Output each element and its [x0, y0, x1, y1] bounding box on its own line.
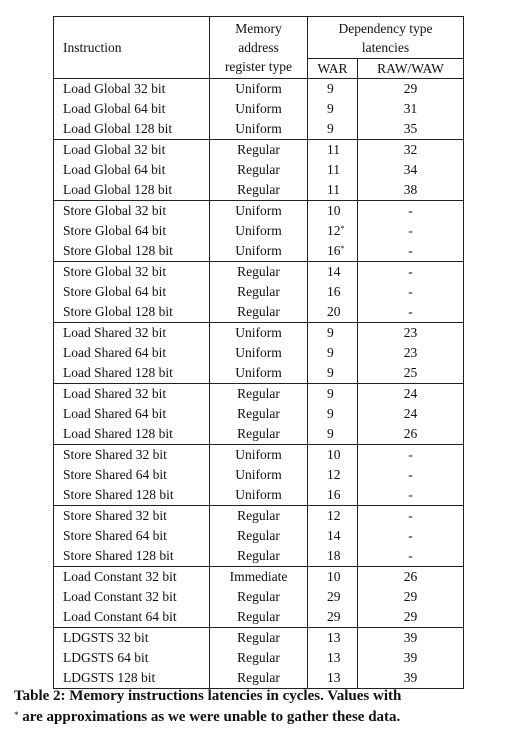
table-body: [54, 79, 464, 689]
cell-instruction: Load Global 32 bit: [54, 79, 210, 100]
cell-war-value: 10: [327, 203, 341, 218]
cell-war: [308, 140, 358, 161]
cell-raw-waw: 29: [358, 607, 464, 628]
cell-register-type: Regular: [210, 424, 308, 445]
cell-raw-waw: -: [358, 546, 464, 567]
cell-instruction: Load Shared 128 bit: [54, 363, 210, 384]
table-row: [54, 221, 464, 241]
latency-table: [53, 16, 464, 689]
table-row: [54, 363, 464, 384]
header-memory-address-register-type: [210, 17, 308, 79]
cell-instruction: LDGSTS 64 bit: [54, 648, 210, 668]
cell-war: [308, 221, 358, 241]
caption-asterisk: *: [14, 710, 19, 720]
cell-raw-waw: 25: [358, 363, 464, 384]
cell-raw-waw: 39: [358, 628, 464, 649]
cell-instruction: Store Shared 32 bit: [54, 506, 210, 527]
cell-war-value: 9: [327, 345, 334, 360]
cell-instruction: LDGSTS 128 bit: [54, 668, 210, 689]
cell-war-value: 14: [327, 264, 341, 279]
cell-instruction: Store Global 64 bit: [54, 282, 210, 302]
cell-war: [308, 201, 358, 222]
header-war: WAR: [308, 59, 358, 79]
table-row: [54, 628, 464, 649]
cell-raw-waw: -: [358, 485, 464, 506]
table-row: [54, 140, 464, 161]
header-dependency-line-1: Dependency type: [338, 20, 433, 36]
cell-war: [308, 506, 358, 527]
cell-war: [308, 546, 358, 567]
cell-instruction: Load Global 64 bit: [54, 160, 210, 180]
cell-instruction: Store Shared 64 bit: [54, 526, 210, 546]
cell-raw-waw: 24: [358, 384, 464, 405]
cell-war: [308, 241, 358, 262]
cell-war: [308, 363, 358, 384]
approximation-mark: *: [340, 244, 345, 253]
cell-instruction: Store Global 128 bit: [54, 302, 210, 323]
cell-instruction: Load Shared 32 bit: [54, 384, 210, 405]
table-header: [54, 17, 464, 79]
table-row: [54, 282, 464, 302]
cell-war: [308, 485, 358, 506]
cell-instruction: Store Global 32 bit: [54, 262, 210, 283]
cell-war-value: 29: [327, 589, 341, 604]
table-row: [54, 546, 464, 567]
cell-register-type: Uniform: [210, 119, 308, 140]
cell-war-value: 13: [327, 670, 341, 685]
cell-war-value: 14: [327, 528, 341, 543]
cell-register-type: Regular: [210, 546, 308, 567]
table-row: [54, 648, 464, 668]
cell-raw-waw: 31: [358, 99, 464, 119]
cell-war: [308, 119, 358, 140]
header-raw-waw: RAW/WAW: [358, 59, 464, 79]
cell-war: [308, 628, 358, 649]
table-row: [54, 526, 464, 546]
cell-raw-waw: 39: [358, 648, 464, 668]
cell-war: [308, 343, 358, 363]
cell-war-value: 10: [327, 447, 341, 462]
cell-war: [308, 79, 358, 100]
cell-war-value: 9: [327, 101, 334, 116]
cell-register-type: Regular: [210, 587, 308, 607]
cell-war-value: 11: [327, 162, 340, 177]
header-instruction: Instruction: [54, 17, 210, 79]
cell-instruction: Store Shared 64 bit: [54, 465, 210, 485]
table-row: [54, 343, 464, 363]
cell-register-type: Uniform: [210, 201, 308, 222]
cell-instruction: Load Global 128 bit: [54, 180, 210, 201]
cell-war-value: 12: [327, 508, 341, 523]
cell-raw-waw: -: [358, 201, 464, 222]
cell-war-value: 18: [327, 548, 341, 563]
table-row: [54, 465, 464, 485]
cell-instruction: Load Shared 64 bit: [54, 343, 210, 363]
cell-raw-waw: -: [358, 282, 464, 302]
cell-instruction: Load Shared 64 bit: [54, 404, 210, 424]
cell-war-value: 13: [327, 630, 341, 645]
caption-line-2: are approximations as we were unable to gather these data.: [18, 709, 401, 725]
header-memory-line-1: Memory: [235, 21, 282, 36]
cell-war-value: 29: [327, 609, 341, 624]
cell-war-value: 20: [327, 304, 341, 319]
cell-raw-waw: 26: [358, 424, 464, 445]
cell-raw-waw: 34: [358, 160, 464, 180]
cell-instruction: Load Constant 32 bit: [54, 567, 210, 588]
cell-war-value: 13: [327, 650, 341, 665]
table-row: [54, 607, 464, 628]
cell-war-value: 16: [327, 487, 341, 502]
cell-war: [308, 384, 358, 405]
cell-raw-waw: -: [358, 445, 464, 466]
cell-register-type: Regular: [210, 140, 308, 161]
cell-raw-waw: 26: [358, 567, 464, 588]
cell-war-value: 12: [327, 467, 341, 482]
cell-register-type: Regular: [210, 404, 308, 424]
cell-register-type: Regular: [210, 282, 308, 302]
cell-war: [308, 262, 358, 283]
cell-register-type: Uniform: [210, 221, 308, 241]
cell-register-type: Immediate: [210, 567, 308, 588]
cell-register-type: Regular: [210, 607, 308, 628]
cell-register-type: Regular: [210, 668, 308, 689]
table-row: [54, 262, 464, 283]
cell-register-type: Regular: [210, 628, 308, 649]
cell-instruction: Store Global 32 bit: [54, 201, 210, 222]
cell-war-value: 16: [327, 243, 341, 258]
approximation-mark: *: [340, 224, 345, 233]
cell-register-type: Regular: [210, 506, 308, 527]
cell-raw-waw: 35: [358, 119, 464, 140]
cell-instruction: Load Global 64 bit: [54, 99, 210, 119]
cell-instruction: Load Global 128 bit: [54, 119, 210, 140]
table-row: [54, 180, 464, 201]
cell-instruction: Load Constant 32 bit: [54, 587, 210, 607]
cell-register-type: Uniform: [210, 445, 308, 466]
cell-register-type: Uniform: [210, 99, 308, 119]
cell-raw-waw: -: [358, 302, 464, 323]
cell-war-value: 9: [327, 426, 334, 441]
cell-raw-waw: -: [358, 241, 464, 262]
cell-war-value: 9: [327, 121, 334, 136]
cell-instruction: Store Shared 128 bit: [54, 546, 210, 567]
table-row: [54, 485, 464, 506]
cell-war: [308, 567, 358, 588]
table-row: [54, 445, 464, 466]
cell-raw-waw: -: [358, 526, 464, 546]
cell-raw-waw: 39: [358, 668, 464, 689]
cell-register-type: Regular: [210, 160, 308, 180]
cell-register-type: Uniform: [210, 79, 308, 100]
cell-instruction: Load Constant 64 bit: [54, 607, 210, 628]
header-dependency-line-2: latencies: [361, 39, 410, 55]
table-row: [54, 119, 464, 140]
cell-war-value: 12: [327, 223, 341, 238]
cell-register-type: Uniform: [210, 485, 308, 506]
table-row: [54, 201, 464, 222]
cell-raw-waw: -: [358, 506, 464, 527]
cell-register-type: Regular: [210, 302, 308, 323]
cell-war: [308, 424, 358, 445]
table-row: [54, 404, 464, 424]
table-row: [54, 79, 464, 100]
cell-war: [308, 607, 358, 628]
caption-line-1: Table 2: Memory instructions latencies in cycles. Values with: [14, 688, 402, 704]
cell-raw-waw: -: [358, 221, 464, 241]
cell-war-value: 11: [327, 182, 340, 197]
cell-instruction: Load Shared 32 bit: [54, 323, 210, 344]
cell-instruction: Store Global 64 bit: [54, 221, 210, 241]
table-row: [54, 384, 464, 405]
cell-instruction: Load Global 32 bit: [54, 140, 210, 161]
cell-war: [308, 465, 358, 485]
cell-raw-waw: 29: [358, 79, 464, 100]
cell-register-type: Uniform: [210, 343, 308, 363]
cell-war: [308, 282, 358, 302]
cell-war-value: 9: [327, 406, 334, 421]
table-row: [54, 424, 464, 445]
cell-war: [308, 648, 358, 668]
cell-war-value: 10: [327, 569, 341, 584]
table-row: [54, 302, 464, 323]
cell-instruction: Store Global 128 bit: [54, 241, 210, 262]
cell-instruction: Load Shared 128 bit: [54, 424, 210, 445]
table-row: [54, 99, 464, 119]
cell-register-type: Regular: [210, 526, 308, 546]
cell-raw-waw: -: [358, 262, 464, 283]
cell-instruction: LDGSTS 32 bit: [54, 628, 210, 649]
table-row: [54, 241, 464, 262]
cell-war-value: 9: [327, 386, 334, 401]
cell-raw-waw: 23: [358, 343, 464, 363]
cell-raw-waw: 38: [358, 180, 464, 201]
cell-raw-waw: 24: [358, 404, 464, 424]
cell-register-type: Uniform: [210, 465, 308, 485]
cell-register-type: Uniform: [210, 323, 308, 344]
cell-war: [308, 323, 358, 344]
cell-war: [308, 587, 358, 607]
table-row: [54, 323, 464, 344]
cell-register-type: Regular: [210, 648, 308, 668]
table-caption: [14, 686, 504, 728]
table-row: [54, 567, 464, 588]
cell-register-type: Uniform: [210, 363, 308, 384]
cell-war: [308, 445, 358, 466]
cell-war-value: 11: [327, 142, 340, 157]
cell-war-value: 9: [327, 365, 334, 380]
cell-raw-waw: 29: [358, 587, 464, 607]
cell-war: [308, 302, 358, 323]
cell-war-value: 9: [327, 81, 334, 96]
table-row: [54, 587, 464, 607]
table-row: [54, 160, 464, 180]
cell-raw-waw: 23: [358, 323, 464, 344]
cell-register-type: Regular: [210, 262, 308, 283]
cell-war: [308, 180, 358, 201]
cell-register-type: Regular: [210, 180, 308, 201]
cell-raw-waw: -: [358, 465, 464, 485]
cell-war-value: 9: [327, 325, 334, 340]
cell-instruction: Store Shared 32 bit: [54, 445, 210, 466]
cell-war: [308, 404, 358, 424]
cell-war: [308, 160, 358, 180]
cell-war: [308, 99, 358, 119]
header-memory-line-3: register type: [224, 59, 293, 74]
cell-instruction: Store Shared 128 bit: [54, 485, 210, 506]
cell-register-type: Regular: [210, 384, 308, 405]
header-memory-line-2: address: [238, 40, 279, 55]
cell-raw-waw: 32: [358, 140, 464, 161]
table-row: [54, 506, 464, 527]
header-dependency-latencies: [308, 17, 464, 59]
cell-war: [308, 526, 358, 546]
cell-register-type: Uniform: [210, 241, 308, 262]
cell-war-value: 16: [327, 284, 341, 299]
